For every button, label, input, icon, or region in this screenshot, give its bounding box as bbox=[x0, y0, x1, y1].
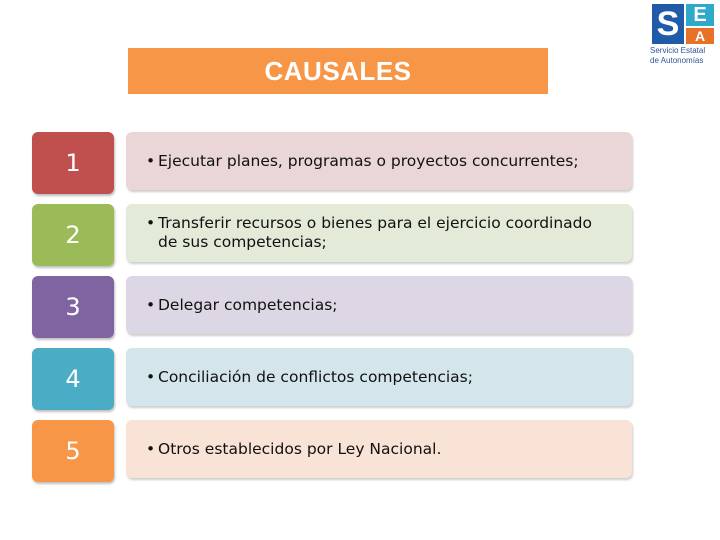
causal-row-1 bbox=[32, 132, 634, 194]
logo-tiles bbox=[652, 4, 714, 44]
causal-row-2 bbox=[32, 204, 634, 266]
causal-label-5: Otros establecidos por Ley Nacional. bbox=[158, 439, 442, 458]
causal-label-4: Conciliación de conflictos competencias; bbox=[158, 367, 473, 386]
bullet-5: • bbox=[146, 439, 156, 458]
logo-line-2: de Autonomías bbox=[650, 56, 704, 65]
causal-row-4 bbox=[32, 348, 634, 410]
number-box-1: 1 bbox=[32, 132, 114, 194]
causal-text-4 bbox=[138, 368, 491, 387]
logo-line-1: Servicio Estatal bbox=[650, 46, 706, 55]
causal-text-2 bbox=[138, 214, 632, 252]
causal-text-3 bbox=[138, 296, 356, 315]
number-box-2: 2 bbox=[32, 204, 114, 266]
causal-row-5 bbox=[32, 420, 634, 482]
logo-subtitle bbox=[650, 46, 718, 66]
causal-card-1 bbox=[126, 132, 632, 190]
causal-label-2: Transferir recursos o bienes para el ejercicio coordinado de sus competencias; bbox=[158, 214, 592, 251]
causal-label-3: Delegar competencias; bbox=[158, 295, 338, 314]
number-box-4: 4 bbox=[32, 348, 114, 410]
slide-title: CAUSALES bbox=[128, 48, 548, 94]
causal-text-1 bbox=[138, 152, 597, 171]
bullet-4: • bbox=[146, 367, 156, 386]
causal-card-4 bbox=[126, 348, 632, 406]
bullet-1: • bbox=[146, 151, 156, 170]
bullet-3: • bbox=[146, 295, 156, 314]
causal-card-3 bbox=[126, 276, 632, 334]
number-box-3: 3 bbox=[32, 276, 114, 338]
logo-letter-e: E bbox=[686, 4, 714, 26]
causal-card-2 bbox=[126, 204, 632, 262]
bullet-2: • bbox=[146, 214, 156, 232]
number-box-5: 5 bbox=[32, 420, 114, 482]
causal-card-5 bbox=[126, 420, 632, 478]
causal-text-5 bbox=[138, 440, 459, 459]
causal-label-1: Ejecutar planes, programas o proyectos concurrentes; bbox=[158, 151, 579, 170]
causal-row-3 bbox=[32, 276, 634, 338]
logo-letter-s: S bbox=[652, 4, 684, 44]
logo-letter-a: A bbox=[686, 28, 714, 44]
sea-logo bbox=[648, 4, 718, 70]
